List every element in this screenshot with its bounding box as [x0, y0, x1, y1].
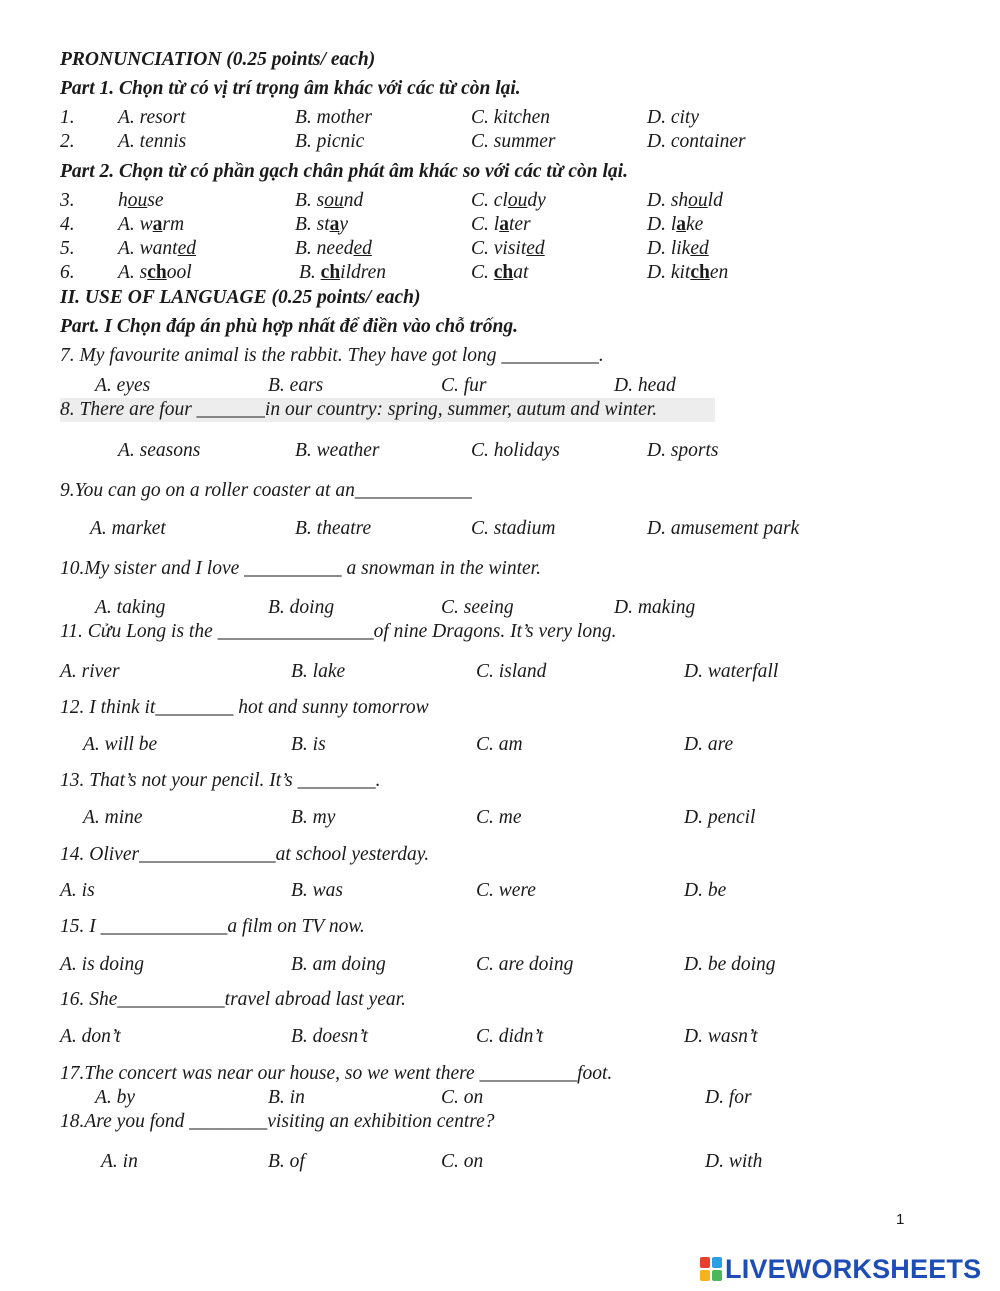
- option-c: C. am: [476, 734, 523, 755]
- option-d: D. sports: [647, 440, 719, 461]
- question-text: 16. She___________travel abroad last year.: [60, 989, 406, 1010]
- option-d: D. container: [647, 131, 746, 152]
- option-a: A. warm: [118, 214, 185, 235]
- logo-squares-icon: [700, 1257, 722, 1281]
- question-number: 6.: [60, 262, 75, 283]
- option-b: B. was: [291, 880, 344, 901]
- option-a: A. mine: [83, 807, 143, 828]
- option-a: A. market: [90, 518, 166, 539]
- option-b: B. am doing: [291, 954, 386, 975]
- brand-name: LIVEWORKSHEETS: [725, 1253, 982, 1284]
- option-a: A. eyes: [95, 375, 151, 396]
- option-d: D. with: [705, 1151, 763, 1172]
- section-title-use-of-language: II. USE OF LANGUAGE (0.25 points/ each): [60, 287, 421, 308]
- option-d: D. be: [684, 880, 727, 901]
- option-c: C. stadium: [471, 518, 556, 539]
- option-d: D. kitchen: [647, 262, 729, 283]
- option-b: B. is: [291, 734, 326, 755]
- option-b: B. children: [299, 262, 387, 283]
- option-c: C. fur: [441, 375, 487, 396]
- question-number: 1.: [60, 107, 75, 128]
- page-number: 1: [896, 1211, 905, 1228]
- option-c: C. kitchen: [471, 107, 551, 128]
- question-text: 10.My sister and I love __________ a snowman in the winter.: [60, 558, 541, 579]
- option-b: B. doing: [268, 597, 335, 618]
- option-c: C. island: [476, 661, 547, 682]
- option-a: A. in: [101, 1151, 138, 1172]
- part2-title: Part 2. Chọn từ có phần gạch chân phát âm khác so với các từ còn lại.: [60, 161, 628, 182]
- option-b: B. of: [268, 1151, 305, 1172]
- question-text: 15. I _____________a film on TV now.: [60, 916, 365, 937]
- option-a: A. taking: [95, 597, 166, 618]
- option-a: A. tennis: [118, 131, 187, 152]
- question-text: 9.You can go on a roller coaster at an____________: [60, 480, 472, 501]
- option-b: B. doesn’t: [291, 1026, 368, 1047]
- option-b: B. picnic: [295, 131, 365, 152]
- option-a: A. wanted: [118, 238, 196, 259]
- option-a: A. seasons: [118, 440, 201, 461]
- option-d: D. should: [647, 190, 723, 211]
- option-d: D. liked: [647, 238, 709, 259]
- part3-title: Part. I Chọn đáp án phù hợp nhất để điền vào chỗ trống.: [60, 316, 518, 337]
- liveworksheets-logo[interactable]: [700, 1254, 981, 1284]
- question-number: 4.: [60, 214, 75, 235]
- question-text: 18.Are you fond ________visiting an exhibition centre?: [60, 1111, 495, 1132]
- option-d: D. amusement park: [647, 518, 800, 539]
- option-a: A. river: [60, 661, 120, 682]
- option-b: B. theatre: [295, 518, 372, 539]
- option-c: C. seeing: [441, 597, 514, 618]
- question-number: 5.: [60, 238, 75, 259]
- question-text: 11. Cửu Long is the ________________of nine Dragons. It’s very long.: [60, 621, 617, 642]
- option-c: C. visited: [471, 238, 545, 259]
- option-d: D. are: [684, 734, 734, 755]
- option-d: D. making: [614, 597, 696, 618]
- option-a: house: [118, 190, 164, 211]
- option-c: C. are doing: [476, 954, 574, 975]
- option-b: B. sound: [295, 190, 364, 211]
- option-c: C. holidays: [471, 440, 560, 461]
- option-d: D. for: [705, 1087, 752, 1108]
- option-d: D. pencil: [684, 807, 756, 828]
- option-c: C. on: [441, 1087, 484, 1108]
- option-c: C. were: [476, 880, 536, 901]
- option-b: B. lake: [291, 661, 346, 682]
- option-a: A. school: [118, 262, 192, 283]
- option-b: B. stay: [295, 214, 349, 235]
- section-title-pronunciation: PRONUNCIATION (0.25 points/ each): [60, 49, 376, 70]
- option-b: B. weather: [295, 440, 380, 461]
- option-d: D. city: [647, 107, 699, 128]
- option-c: C. me: [476, 807, 522, 828]
- option-c: C. didn’t: [476, 1026, 544, 1047]
- question-text: 8. There are four _______in our country: spring, summer, autum and winter.: [60, 398, 715, 422]
- option-c: C. summer: [471, 131, 556, 152]
- option-d: D. wasn’t: [684, 1026, 758, 1047]
- option-c: C. cloudy: [471, 190, 546, 211]
- part1-title: Part 1. Chọn từ có vị trí trọng âm khác với các từ còn lại.: [60, 78, 521, 99]
- option-d: D. be doing: [684, 954, 776, 975]
- question-number: 2.: [60, 131, 75, 152]
- option-b: B. mother: [295, 107, 372, 128]
- question-text: 17.The concert was near our house, so we went there __________foot.: [60, 1063, 613, 1084]
- option-d: D. lake: [647, 214, 704, 235]
- option-c: C. on: [441, 1151, 484, 1172]
- question-text: 12. I think it________ hot and sunny tomorrow: [60, 697, 429, 718]
- option-b: B. ears: [268, 375, 324, 396]
- option-d: D. head: [614, 375, 676, 396]
- option-a: A. is doing: [60, 954, 144, 975]
- question-text: 7. My favourite animal is the rabbit. They have got long __________.: [60, 345, 604, 366]
- option-a: A. is: [60, 880, 95, 901]
- option-a: A. will be: [83, 734, 158, 755]
- option-d: D. waterfall: [684, 661, 779, 682]
- question-text: 13. That’s not your pencil. It’s ________.: [60, 770, 381, 791]
- option-b: B. in: [268, 1087, 305, 1108]
- option-a: A. resort: [118, 107, 186, 128]
- option-c: C. later: [471, 214, 531, 235]
- question-text: 14. Oliver______________at school yesterday.: [60, 844, 430, 865]
- option-b: B. needed: [295, 238, 372, 259]
- option-a: A. by: [95, 1087, 136, 1108]
- option-b: B. my: [291, 807, 336, 828]
- question-number: 3.: [60, 190, 75, 211]
- option-c: C. chat: [471, 262, 529, 283]
- option-a: A. don’t: [60, 1026, 121, 1047]
